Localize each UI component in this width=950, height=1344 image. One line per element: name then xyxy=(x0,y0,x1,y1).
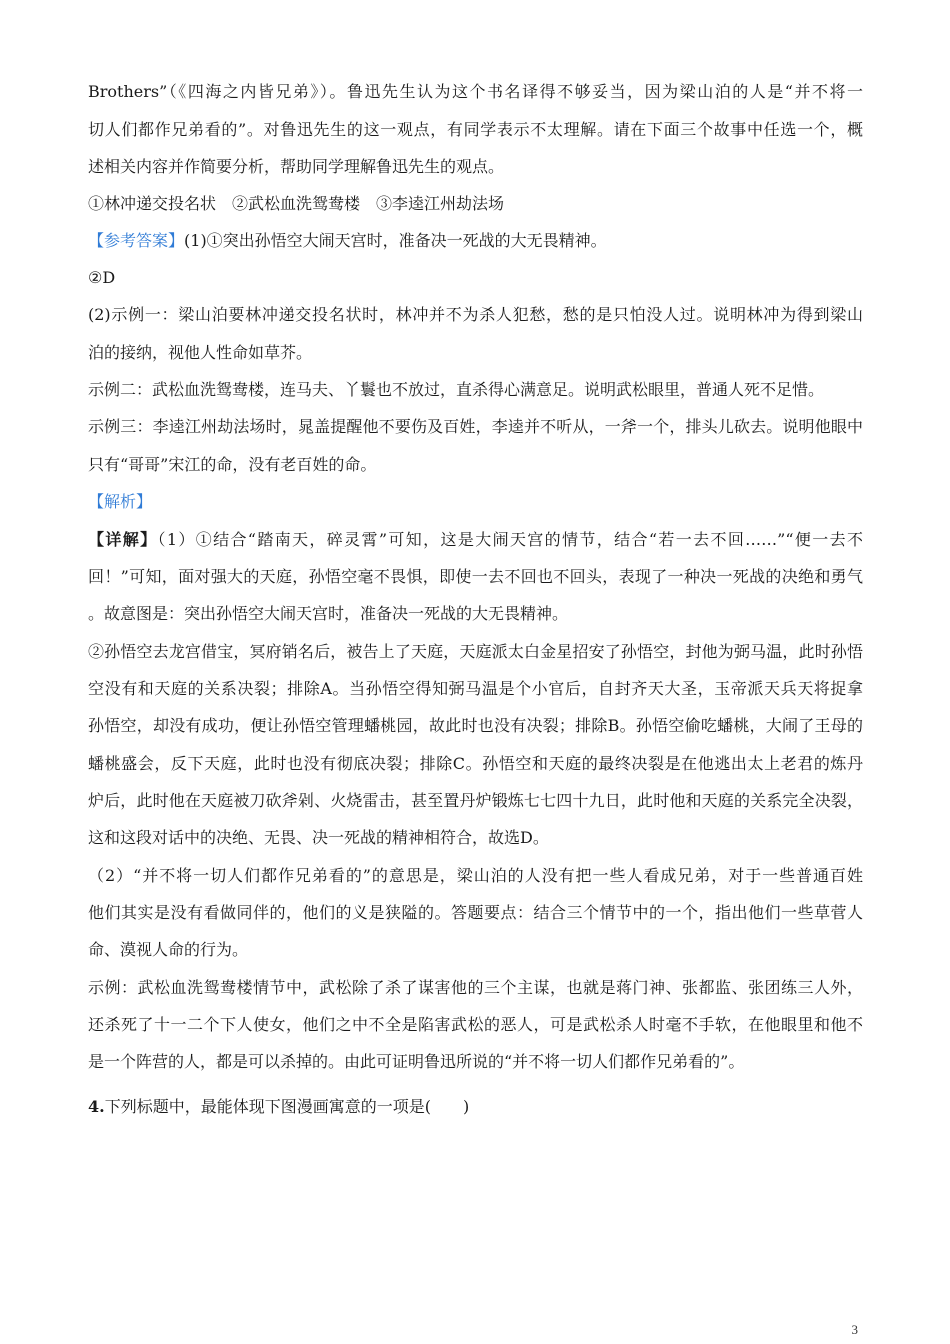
analysis-line-6: 孙悟空，却没有成功，便让孙悟空管理蟠桃园，故此时也没有决裂；排除B。孙悟空偷吃蟠桃，大闹了王母的 xyxy=(88,716,863,735)
analysis-line-7: 蟠桃盛会，反下天庭，此时也没有彻底决裂；排除C。孙悟空和天庭的最终决裂是在他逃出太上老君的炼丹 xyxy=(88,754,863,773)
answer-label: 【参考答案】 xyxy=(88,231,185,250)
answer-line-7: 只有“哥哥”宋江的命，没有老百姓的命。 xyxy=(88,455,377,474)
page-number: 3 xyxy=(851,1322,858,1337)
question4-text: 下列标题中，最能体现下图漫画寓意的一项是( ) xyxy=(104,1097,470,1116)
answer-line-5: 示例二：武松血洗鸳鸯楼，连马夫、丫鬟也不放过，直杀得心满意足。说明武松眼里，普通人死不足惜。 xyxy=(88,380,825,399)
analysis-line-3: 。故意图是：突出孙悟空大闹天宫时，准备决一死战的大无畏精神。 xyxy=(88,604,569,623)
question3-text-line-1: Brothers”（《四海之内皆兄弟》）。鲁迅先生认为这个书名译得不够妥当，因为梁山泊的人是“并不将一 xyxy=(88,82,863,101)
analysis-line-1 xyxy=(88,530,863,550)
analysis-line-8: 炉后，此时他在天庭被刀砍斧剁、火烧雷击，甚至置丹炉锻炼七七四十九日，此时他和天庭的关系完全决裂， xyxy=(88,791,863,810)
question4-number: 4. xyxy=(88,1097,105,1116)
analysis-line-14: 还杀死了十一二个下人使女，他们之中不全是陷害武松的恶人，可是武松杀人时毫不手软，在他眼里和他不 xyxy=(88,1015,863,1034)
detail-label: 【详解】 xyxy=(88,530,158,549)
question4-line xyxy=(88,1097,863,1117)
answer-line-2: ②D xyxy=(88,268,116,287)
analysis-line-11: 他们其实是没有看做同伴的，他们的义是狭隘的。答题要点：结合三个情节中的一个，指出他们一些草菅人 xyxy=(88,903,863,922)
question3-text-line-2: 切人们都作兄弟看的”。对鲁迅先生的这一观点，有同学表示不太理解。请在下面三个故事中任选一个，概 xyxy=(88,120,863,139)
analysis-line-13: 示例：武松血洗鸳鸯楼情节中，武松除了杀了谋害他的三个主谋，也就是蒋门神、张都监、张团练三人外， xyxy=(88,978,863,997)
answer-line-6: 示例三：李逵江州劫法场时，晁盖提醒他不要伤及百姓，李逵并不听从，一斧一个，排头儿砍去。说明他眼中 xyxy=(88,417,863,436)
analysis-line-2: 回！”可知，面对强大的天庭，孙悟空毫不畏惧，即使一去不回也不回头，表现了一种决一死战的决绝和勇气 xyxy=(88,567,863,586)
analysis-line-4: ②孙悟空去龙宫借宝，冥府销名后，被告上了天庭，天庭派太白金星招安了孙悟空，封他为弼马温，此时孙悟 xyxy=(88,642,863,661)
answer-line-4: 泊的接纳，视他人性命如草芥。 xyxy=(88,343,313,362)
analysis-line-10: （2）“并不将一切人们都作兄弟看的”的意思是，梁山泊的人没有把一些人看成兄弟，对于一些普通百姓 xyxy=(88,866,863,885)
analysis-line-9: 这和这段对话中的决绝、无畏、决一死战的精神相符合，故选D。 xyxy=(88,828,549,847)
answer-part1-text: (1)①突出孙悟空大闹天宫时，准备决一死战的大无畏精神。 xyxy=(184,231,607,250)
analysis-line-1-text: （1）①结合“踏南天，碎灵霄”可知，这是大闹天宫的情节，结合“若一去不回……”“便一去不 xyxy=(157,530,863,549)
analysis-line-15: 是一个阵营的人，都是可以杀掉的。由此可证明鲁迅所说的“并不将一切人们都作兄弟看的”。 xyxy=(88,1052,745,1071)
analysis-line-5: 空没有和天庭的关系决裂；排除A。当孙悟空得知弼马温是个小官后，自封齐天大圣，玉帝派天兵天将捉拿 xyxy=(88,679,863,698)
question3-text-line-3: 述相关内容并作简要分析，帮助同学理解鲁迅先生的观点。 xyxy=(88,157,505,176)
question3-options: ①林冲递交投名状 ②武松血洗鸳鸯楼 ③李逵江州劫法场 xyxy=(88,194,505,213)
analysis-label: 【解析】 xyxy=(88,492,153,511)
answer-line-1 xyxy=(88,231,863,251)
analysis-line-12: 命、漠视人命的行为。 xyxy=(88,940,249,959)
answer-line-3: (2)示例一：梁山泊要林冲递交投名状时，林冲并不为杀人犯愁，愁的是只怕没人过。说明林冲为得到梁山 xyxy=(88,305,863,324)
